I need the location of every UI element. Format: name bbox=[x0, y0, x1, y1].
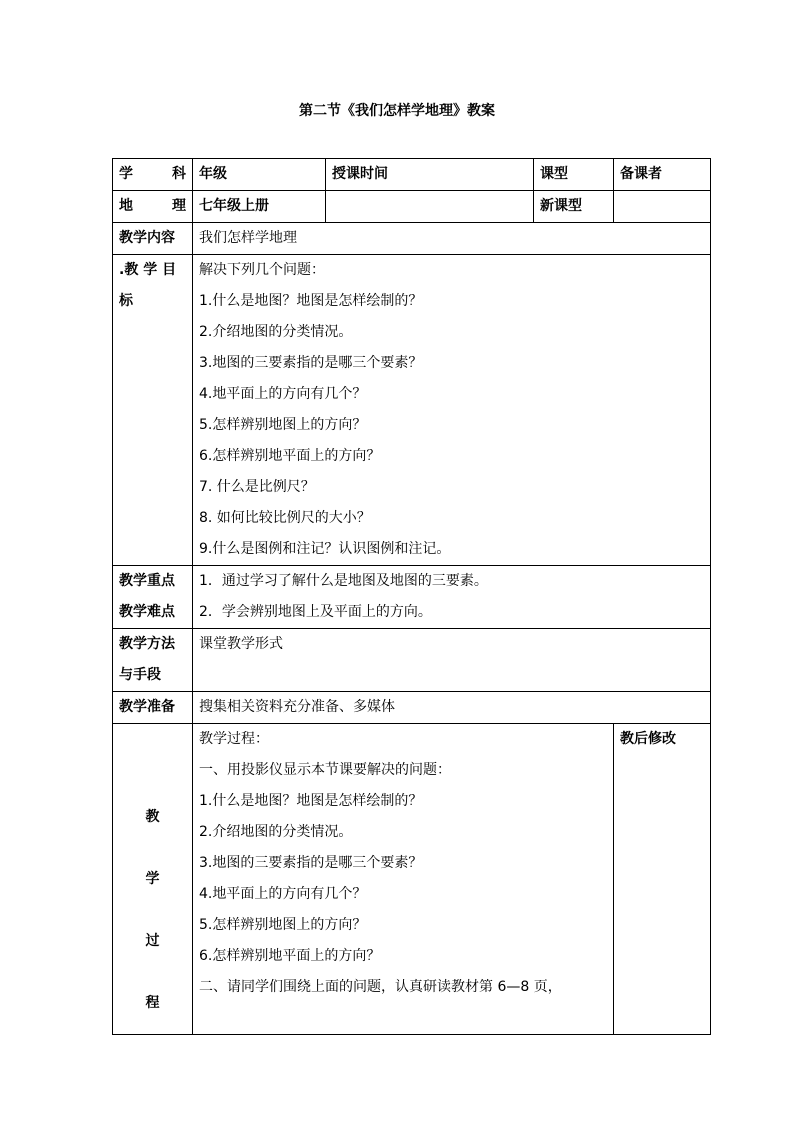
goal-item: 3.地图的三要素指的是哪三个要素？ bbox=[199, 355, 423, 371]
prep-row bbox=[113, 692, 711, 724]
goals-label-cell bbox=[113, 255, 193, 566]
time-label: 授课时间 bbox=[326, 159, 534, 191]
focus-row bbox=[113, 566, 711, 629]
grade-label: 年级 bbox=[193, 159, 326, 191]
goals-label-line: .教 学 目 bbox=[119, 262, 177, 278]
header-row bbox=[113, 159, 711, 191]
focus-label-cell bbox=[113, 566, 193, 629]
goal-item: 2.介绍地图的分类情况。 bbox=[199, 324, 353, 340]
process-item: 二、请同学们围绕上面的问题，认真研读教材第 6—8 页， bbox=[199, 979, 562, 995]
goal-item: 4.地平面上的方向有几个？ bbox=[199, 386, 367, 402]
method-label-line: 教学方法 bbox=[119, 636, 175, 652]
subject-label-cell bbox=[113, 159, 193, 191]
method-value: 课堂教学形式 bbox=[193, 629, 711, 692]
focus-item: 2．学会辨别地图上及平面上的方向。 bbox=[199, 604, 432, 620]
preparer-label: 备课者 bbox=[614, 159, 711, 191]
subject-label-char: 科 bbox=[172, 166, 186, 182]
prep-value: 搜集相关资料充分准备、多媒体 bbox=[193, 692, 711, 724]
process-item: 3.地图的三要素指的是哪三个要素？ bbox=[199, 855, 423, 871]
process-label-char: 程 bbox=[145, 995, 160, 1011]
process-content bbox=[193, 724, 614, 1035]
process-item: 2.介绍地图的分类情况。 bbox=[199, 824, 353, 840]
process-label-char: 教 bbox=[145, 809, 160, 825]
content-row bbox=[113, 223, 711, 255]
focus-label-line: 教学重点 bbox=[119, 573, 175, 589]
goals-label-line: 标 bbox=[119, 293, 133, 309]
grade-value: 七年级上册 bbox=[193, 191, 326, 223]
method-label-cell bbox=[113, 629, 193, 692]
process-label-char: 学 bbox=[145, 871, 160, 887]
focus-content bbox=[193, 566, 711, 629]
method-label-line: 与手段 bbox=[119, 667, 161, 683]
goal-item: 8. 如何比较比例尺的大小？ bbox=[199, 510, 371, 526]
subject-value-char: 理 bbox=[172, 198, 186, 214]
lesson-plan-table bbox=[112, 158, 711, 1035]
process-item: 6.怎样辨别地平面上的方向？ bbox=[199, 948, 381, 964]
prep-label: 教学准备 bbox=[113, 692, 193, 724]
process-item: 教学过程： bbox=[199, 731, 269, 747]
goals-content bbox=[193, 255, 711, 566]
process-label-char: 过 bbox=[145, 933, 160, 949]
process-label-cell bbox=[113, 724, 193, 1035]
process-item: 5.怎样辨别地图上的方向？ bbox=[199, 917, 367, 933]
type-label: 课型 bbox=[534, 159, 614, 191]
process-item: 一、用投影仪显示本节课要解决的问题： bbox=[199, 762, 451, 778]
page-title: 第二节《我们怎样学地理》教案 bbox=[299, 103, 495, 119]
goal-item: 7. 什么是比例尺？ bbox=[199, 479, 315, 495]
subject-value-cell bbox=[113, 191, 193, 223]
process-item: 1.什么是地图？地图是怎样绘制的？ bbox=[199, 793, 423, 809]
goals-row bbox=[113, 255, 711, 566]
focus-label-line: 教学难点 bbox=[119, 604, 175, 620]
goal-item: 1.什么是地图？地图是怎样绘制的？ bbox=[199, 293, 423, 309]
focus-item: 1．通过学习了解什么是地图及地图的三要素。 bbox=[199, 573, 488, 589]
process-row bbox=[113, 724, 711, 1035]
goal-item: 5.怎样辨别地图上的方向？ bbox=[199, 417, 367, 433]
content-label: 教学内容 bbox=[113, 223, 193, 255]
goal-item: 9.什么是图例和注记？认识图例和注记。 bbox=[199, 541, 451, 557]
goal-item: 6.怎样辨别地平面上的方向？ bbox=[199, 448, 381, 464]
goal-item: 解决下列几个问题： bbox=[199, 262, 325, 278]
subject-value-char: 地 bbox=[119, 198, 133, 214]
method-row bbox=[113, 629, 711, 692]
notes-label: 教后修改 bbox=[614, 724, 711, 1035]
preparer-value bbox=[614, 191, 711, 223]
info-row bbox=[113, 191, 711, 223]
process-item: 4.地平面上的方向有几个？ bbox=[199, 886, 367, 902]
type-value: 新课型 bbox=[534, 191, 614, 223]
time-value bbox=[326, 191, 534, 223]
subject-label-char: 学 bbox=[119, 166, 133, 182]
content-value: 我们怎样学地理 bbox=[193, 223, 711, 255]
